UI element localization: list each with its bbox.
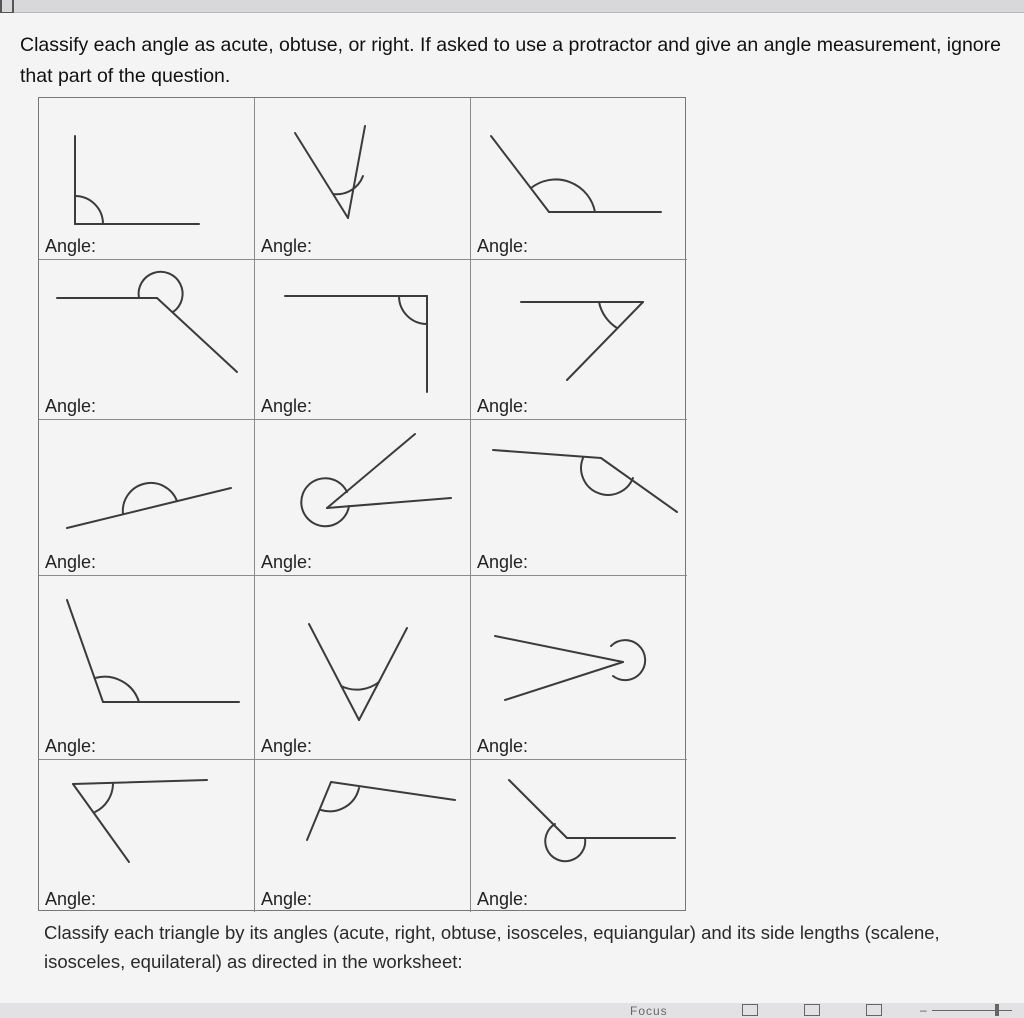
- angle-label: Angle:: [477, 889, 529, 909]
- angle-table: [38, 97, 686, 911]
- angle-cell: [39, 260, 255, 420]
- read-mode-icon[interactable]: [742, 1004, 758, 1016]
- zoom-out-icon[interactable]: –: [920, 1003, 927, 1017]
- window-top-bar: [0, 0, 1024, 13]
- angle-cell: [471, 576, 687, 760]
- document-corner-icon: [0, 0, 14, 14]
- angle-cell: [255, 260, 471, 420]
- angle-cell: [471, 260, 687, 420]
- angle-label: Angle:: [45, 552, 97, 572]
- reflex-angle-figure: [471, 576, 687, 760]
- triangle-instructions: Classify each triangle by its angles (acute, right, obtuse, isosceles, equiangular) and its side lengths (scalene, isosceles, equilateral) as directed in the worksheet:: [44, 922, 940, 972]
- angle-cell: [255, 420, 471, 576]
- angle-label: Angle:: [477, 552, 529, 572]
- angle-cell: [255, 760, 471, 912]
- angle-cell: [39, 420, 255, 576]
- zoom-slider[interactable]: [932, 1010, 1012, 1011]
- angle-label: Angle:: [45, 736, 97, 756]
- zoom-slider-thumb[interactable]: [995, 1004, 999, 1016]
- angle-label: Angle:: [261, 396, 313, 416]
- angle-label: Angle:: [261, 552, 313, 572]
- angle-cell: [471, 420, 687, 576]
- angle-label: Angle:: [477, 236, 529, 256]
- angle-label: Angle:: [45, 396, 97, 416]
- print-layout-icon[interactable]: [804, 1004, 820, 1016]
- obtuse-angle-figure: [39, 576, 255, 760]
- acute-angle-figure: [255, 576, 471, 760]
- angle-label: Angle:: [261, 736, 313, 756]
- angle-label: Angle:: [477, 736, 529, 756]
- angle-cell: [471, 98, 687, 260]
- focus-mode-button[interactable]: Focus: [630, 1004, 668, 1018]
- angle-label: Angle:: [261, 889, 313, 909]
- angle-cell: [255, 576, 471, 760]
- angle-cell: [39, 760, 255, 912]
- angle-label: Angle:: [261, 236, 313, 256]
- angle-label: Angle:: [45, 889, 97, 909]
- angle-cell: [39, 98, 255, 260]
- angle-instructions: Classify each angle as acute, obtuse, or right. If asked to use a protractor and give an angle measurement, ignore that part of the question.: [20, 34, 1001, 87]
- web-layout-icon[interactable]: [866, 1004, 882, 1016]
- angle-cell: [39, 576, 255, 760]
- angle-label: Angle:: [477, 396, 529, 416]
- angle-cell: [255, 98, 471, 260]
- angle-cell: [471, 760, 687, 912]
- angle-label: Angle:: [45, 236, 97, 256]
